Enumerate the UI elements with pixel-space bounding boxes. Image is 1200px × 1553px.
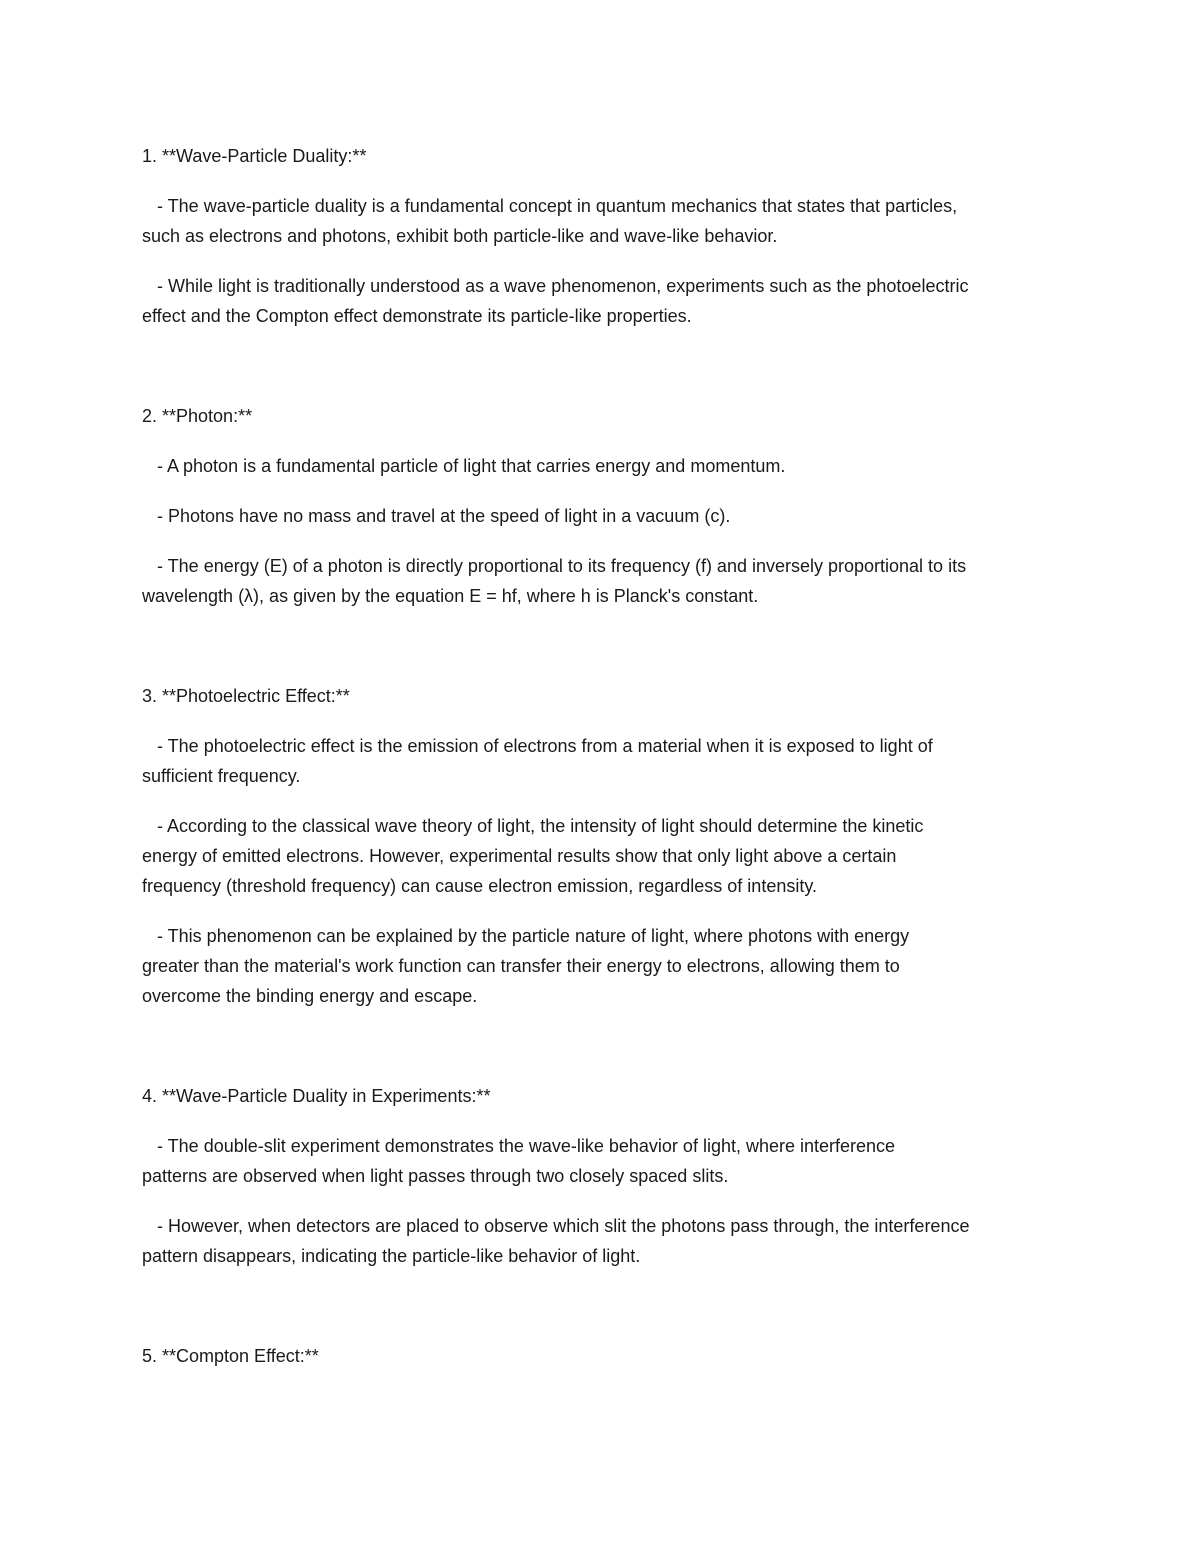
section-4-paragraph-2-line-2: pattern disappears, indicating the particle-like behavior of light.: [142, 1246, 641, 1266]
section-1-paragraph-2-line-1: - While light is traditionally understood as a wave phenomenon, experiments such as the photoelectric: [142, 276, 969, 296]
section-3-paragraph-2-line-1: - According to the classical wave theory of light, the intensity of light should determine the kinetic: [142, 816, 924, 836]
section-3-paragraph-2-line-3: frequency (threshold frequency) can cause electron emission, regardless of intensity.: [142, 876, 818, 896]
section-1-heading: 1. **Wave-Particle Duality:**: [142, 146, 367, 166]
section-3-paragraph-1-line-1: - The photoelectric effect is the emission of electrons from a material when it is exposed to light of: [142, 736, 933, 756]
section-2-paragraph-3-line-1: - The energy (E) of a photon is directly proportional to its frequency (f) and inversely proportional to its: [142, 556, 967, 576]
section-4-paragraph-1-line-1: - The double-slit experiment demonstrates the wave-like behavior of light, where interference: [142, 1136, 896, 1156]
section-3-paragraph-1-line-2: sufficient frequency.: [142, 766, 301, 786]
section-1-paragraph-1-line-2: such as electrons and photons, exhibit both particle-like and wave-like behavior.: [142, 226, 778, 246]
section-2-paragraph-3-line-2: wavelength (λ), as given by the equation E = hf, where h is Planck's constant.: [142, 586, 759, 606]
section-3-heading: 3. **Photoelectric Effect:**: [142, 686, 350, 706]
section-4-paragraph-1-line-2: patterns are observed when light passes through two closely spaced slits.: [142, 1166, 729, 1186]
section-3-paragraph-3-line-3: overcome the binding energy and escape.: [142, 986, 478, 1006]
section-1-paragraph-1-line-1: - The wave-particle duality is a fundamental concept in quantum mechanics that states that particles,: [142, 196, 958, 216]
section-3-paragraph-3-line-1: - This phenomenon can be explained by the particle nature of light, where photons with energy: [142, 926, 910, 946]
section-4-heading: 4. **Wave-Particle Duality in Experiments:**: [142, 1086, 491, 1106]
section-1-paragraph-2-line-2: effect and the Compton effect demonstrate its particle-like properties.: [142, 306, 692, 326]
section-2-paragraph-2-line-1: - Photons have no mass and travel at the speed of light in a vacuum (c).: [142, 506, 731, 526]
section-5-heading: 5. **Compton Effect:**: [142, 1346, 319, 1366]
section-2-paragraph-1-line-1: - A photon is a fundamental particle of light that carries energy and momentum.: [142, 456, 786, 476]
section-2-heading: 2. **Photon:**: [142, 406, 253, 426]
section-4-paragraph-2-line-1: - However, when detectors are placed to observe which slit the photons pass through, the interference: [142, 1216, 970, 1236]
section-3-paragraph-2-line-2: energy of emitted electrons. However, experimental results show that only light above a certain: [142, 846, 897, 866]
section-3-paragraph-3-line-2: greater than the material's work function can transfer their energy to electrons, allowing them to: [142, 956, 900, 976]
